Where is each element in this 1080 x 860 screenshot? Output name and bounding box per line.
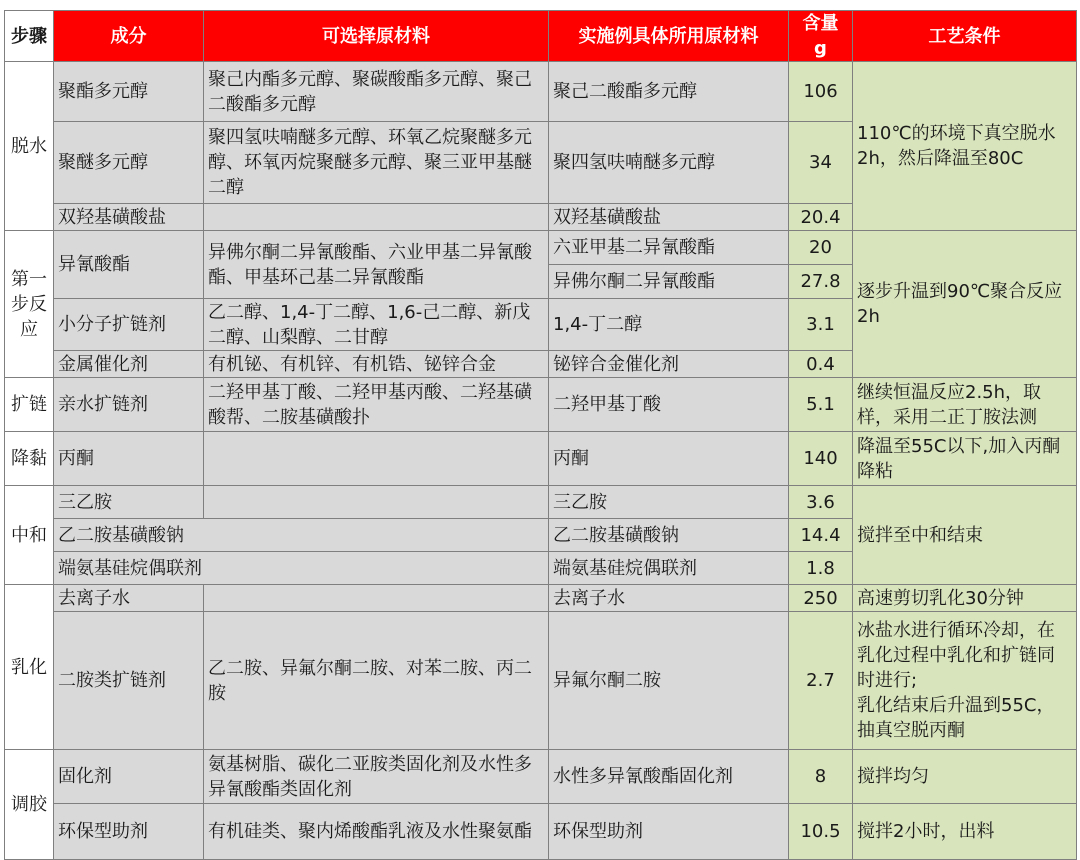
options-cell: 乙二胺、异氟尔酮二胺、对苯二胺、丙二胺 [204,612,549,750]
table-row [5,486,1077,519]
used-cell: 聚四氢呋喃醚多元醇 [549,122,789,204]
amount-cell: 106 [789,62,853,122]
used-cell: 双羟基磺酸盐 [549,204,789,231]
options-cell: 有机铋、有机锌、有机锆、铋锌合金 [204,351,549,378]
amount-cell: 34 [789,122,853,204]
amount-cell: 250 [789,585,853,612]
component-cell: 乙二胺基磺酸钠 [54,519,549,552]
options-cell [204,204,549,231]
component-cell: 异氰酸酯 [54,231,204,299]
component-cell: 环保型助剂 [54,804,204,860]
step-first-reaction: 第一步反应 [5,231,54,378]
used-cell: 端氨基硅烷偶联剂 [549,552,789,585]
table-row [5,804,1077,860]
amount-cell: 140 [789,432,853,486]
step-neutralize: 中和 [5,486,54,585]
used-cell: 二羟甲基丁酸 [549,378,789,432]
formulation-table [4,10,1077,860]
table-row [5,378,1077,432]
component-cell: 亲水扩链剂 [54,378,204,432]
options-cell: 乙二醇、1,4-丁二醇、1,6-己二醇、新戊二醇、山梨醇、二甘醇 [204,299,549,351]
step-chain-extension: 扩链 [5,378,54,432]
used-cell: 聚己二酸酯多元醇 [549,62,789,122]
step-dewater: 脱水 [5,62,54,231]
component-cell: 聚醚多元醇 [54,122,204,204]
header-used: 实施例具体所用原材料 [549,11,789,62]
used-cell: 异氟尔酮二胺 [549,612,789,750]
used-cell: 三乙胺 [549,486,789,519]
process-emulsify-amine: 冰盐水进行循环冷却，在乳化过程中乳化和扩链同时进行; 乳化结束后升温到55C，抽真空脱丙酮 [853,612,1077,750]
component-cell: 端氨基硅烷偶联剂 [54,552,549,585]
process-first-reaction: 逐步升温到90℃聚合反应2h [853,231,1077,378]
amount-cell: 3.1 [789,299,853,351]
amount-cell: 1.8 [789,552,853,585]
component-cell: 固化剂 [54,750,204,804]
options-cell: 异佛尔酮二异氰酸酯、六业甲基二异氰酸酯、甲基环己基二异氰酸酯 [204,231,549,299]
process-viscosity-reduction: 降温至55C以下,加入丙酮降粘 [853,432,1077,486]
table-row [5,62,1077,122]
used-cell: 乙二胺基磺酸钠 [549,519,789,552]
used-cell: 水性多异氰酸酯固化剂 [549,750,789,804]
used-cell: 环保型助剂 [549,804,789,860]
table-row [5,750,1077,804]
step-viscosity-reduction: 降黏 [5,432,54,486]
component-cell: 丙酮 [54,432,204,486]
used-cell: 异佛尔酮二异氰酸酯 [549,265,789,299]
used-cell: 1,4-丁二醇 [549,299,789,351]
options-cell: 有机硅类、聚内烯酸酯乳液及水性聚氨酯 [204,804,549,860]
used-cell: 六亚甲基二异氰酸酯 [549,231,789,265]
table-row [5,432,1077,486]
amount-cell: 8 [789,750,853,804]
amount-cell: 14.4 [789,519,853,552]
header-row [5,11,1077,62]
component-cell: 二胺类扩链剂 [54,612,204,750]
component-cell: 双羟基磺酸盐 [54,204,204,231]
header-process: 工艺条件 [853,11,1077,62]
amount-cell: 20.4 [789,204,853,231]
used-cell: 去离子水 [549,585,789,612]
amount-cell: 0.4 [789,351,853,378]
amount-cell: 2.7 [789,612,853,750]
component-cell: 三乙胺 [54,486,204,519]
options-cell: 聚己内酯多元醇、聚碳酸酯多元醇、聚己二酸酯多元醇 [204,62,549,122]
header-step: 步骤 [5,11,54,62]
header-amount: 含量 g [789,11,853,62]
component-cell: 聚酯多元醇 [54,62,204,122]
component-cell: 金属催化剂 [54,351,204,378]
options-cell [204,585,549,612]
options-cell: 二羟甲基丁酸、二羟甲基丙酸、二羟基磺酸帮、二胺基磺酸扑 [204,378,549,432]
options-cell: 聚四氢呋喃醚多元醇、环氧乙烷聚醚多元醇、环氧丙烷聚醚多元醇、聚三亚甲基醚二醇 [204,122,549,204]
process-glue-aux: 搅拌2小时，出料 [853,804,1077,860]
table-row [5,585,1077,612]
options-cell [204,432,549,486]
amount-cell: 3.6 [789,486,853,519]
options-cell: 氨基树脂、碳化二亚胺类固化剂及水性多异氰酸酯类固化剂 [204,750,549,804]
process-emulsify-water: 高速剪切乳化30分钟 [853,585,1077,612]
process-dewater: 110℃的环境下真空脱水2h，然后降温至80C [853,62,1077,231]
process-chain-extension: 继续恒温反应2.5h，取样，采用二正丁胺法测 [853,378,1077,432]
component-cell: 去离子水 [54,585,204,612]
amount-cell: 5.1 [789,378,853,432]
header-options: 可选择原材料 [204,11,549,62]
step-glue-mixing: 调胶 [5,750,54,860]
component-cell: 小分子扩链剂 [54,299,204,351]
table-row [5,231,1077,265]
options-cell [204,486,549,519]
amount-cell: 27.8 [789,265,853,299]
amount-cell: 20 [789,231,853,265]
process-neutralize: 搅拌至中和结束 [853,486,1077,585]
step-emulsify: 乳化 [5,585,54,750]
used-cell: 丙酮 [549,432,789,486]
process-glue-cure: 搅拌均匀 [853,750,1077,804]
used-cell: 铋锌合金催化剂 [549,351,789,378]
table-row [5,612,1077,750]
amount-cell: 10.5 [789,804,853,860]
header-component: 成分 [54,11,204,62]
